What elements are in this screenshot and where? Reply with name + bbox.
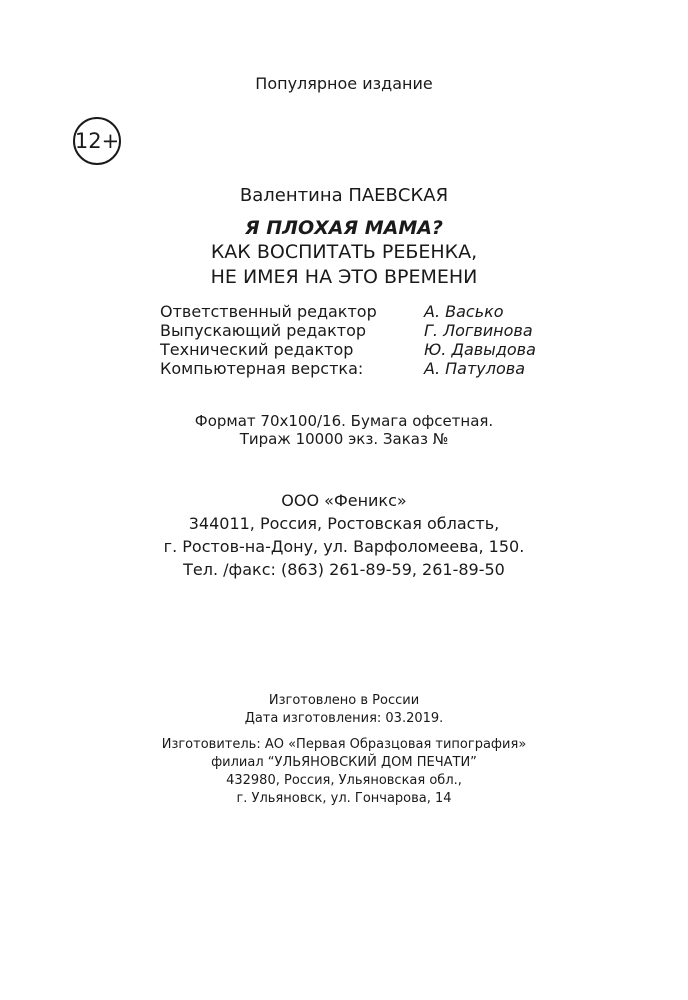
author-name: Валентина ПАЕВСКАЯ [239,185,449,206]
manufacturer-address-line-1: 432980, Россия, Ульяновская обл., [226,773,462,788]
credit-name: А. Васько [424,302,504,321]
credit-role: Выпускающий редактор [160,321,367,340]
manufacturer-name: Изготовитель: АО «Первая Образцовая типография» [161,737,527,752]
format-info: Формат 70x100/16. Бумага офсетная. [194,412,494,430]
manufacture-date: Дата изготовления: 03.2019. [244,711,444,726]
print-run-info: Тираж 10000 экз. Заказ № [239,430,449,448]
credit-name: Г. Логвинова [424,321,533,340]
age-rating-badge: 12+ [73,117,121,165]
publisher-address-line-1: 344011, Россия, Ростовская область, [188,514,500,533]
credit-name: Ю. Давыдова [424,340,536,359]
publisher-name: ООО «Феникс» [281,491,407,510]
book-title-line-2: КАК ВОСПИТАТЬ РЕБЕНКА, [210,241,478,263]
publisher-phone: Тел. /факс: (863) 261-89-59, 261-89-50 [183,560,505,579]
credit-role: Технический редактор [160,340,354,359]
made-in-label: Изготовлено в России [268,693,420,708]
credit-name: А. Патулова [424,359,525,378]
credit-role: Ответственный редактор [160,302,377,321]
book-title-line-1: Я ПЛОХАЯ МАМА? [245,217,443,239]
manufacturer-branch: филиал “УЛЬЯНОВСКИЙ ДОМ ПЕЧАТИ” [211,755,477,770]
credit-role: Компьютерная верстка: [160,359,364,378]
book-title-line-3: НЕ ИМЕЯ НА ЭТО ВРЕМЕНИ [210,266,478,288]
manufacturer-address-line-2: г. Ульяновск, ул. Гончарова, 14 [236,791,452,806]
publisher-address-line-2: г. Ростов-на-Дону, ул. Варфоломеева, 150. [163,537,525,556]
series-label: Популярное издание [255,74,433,93]
